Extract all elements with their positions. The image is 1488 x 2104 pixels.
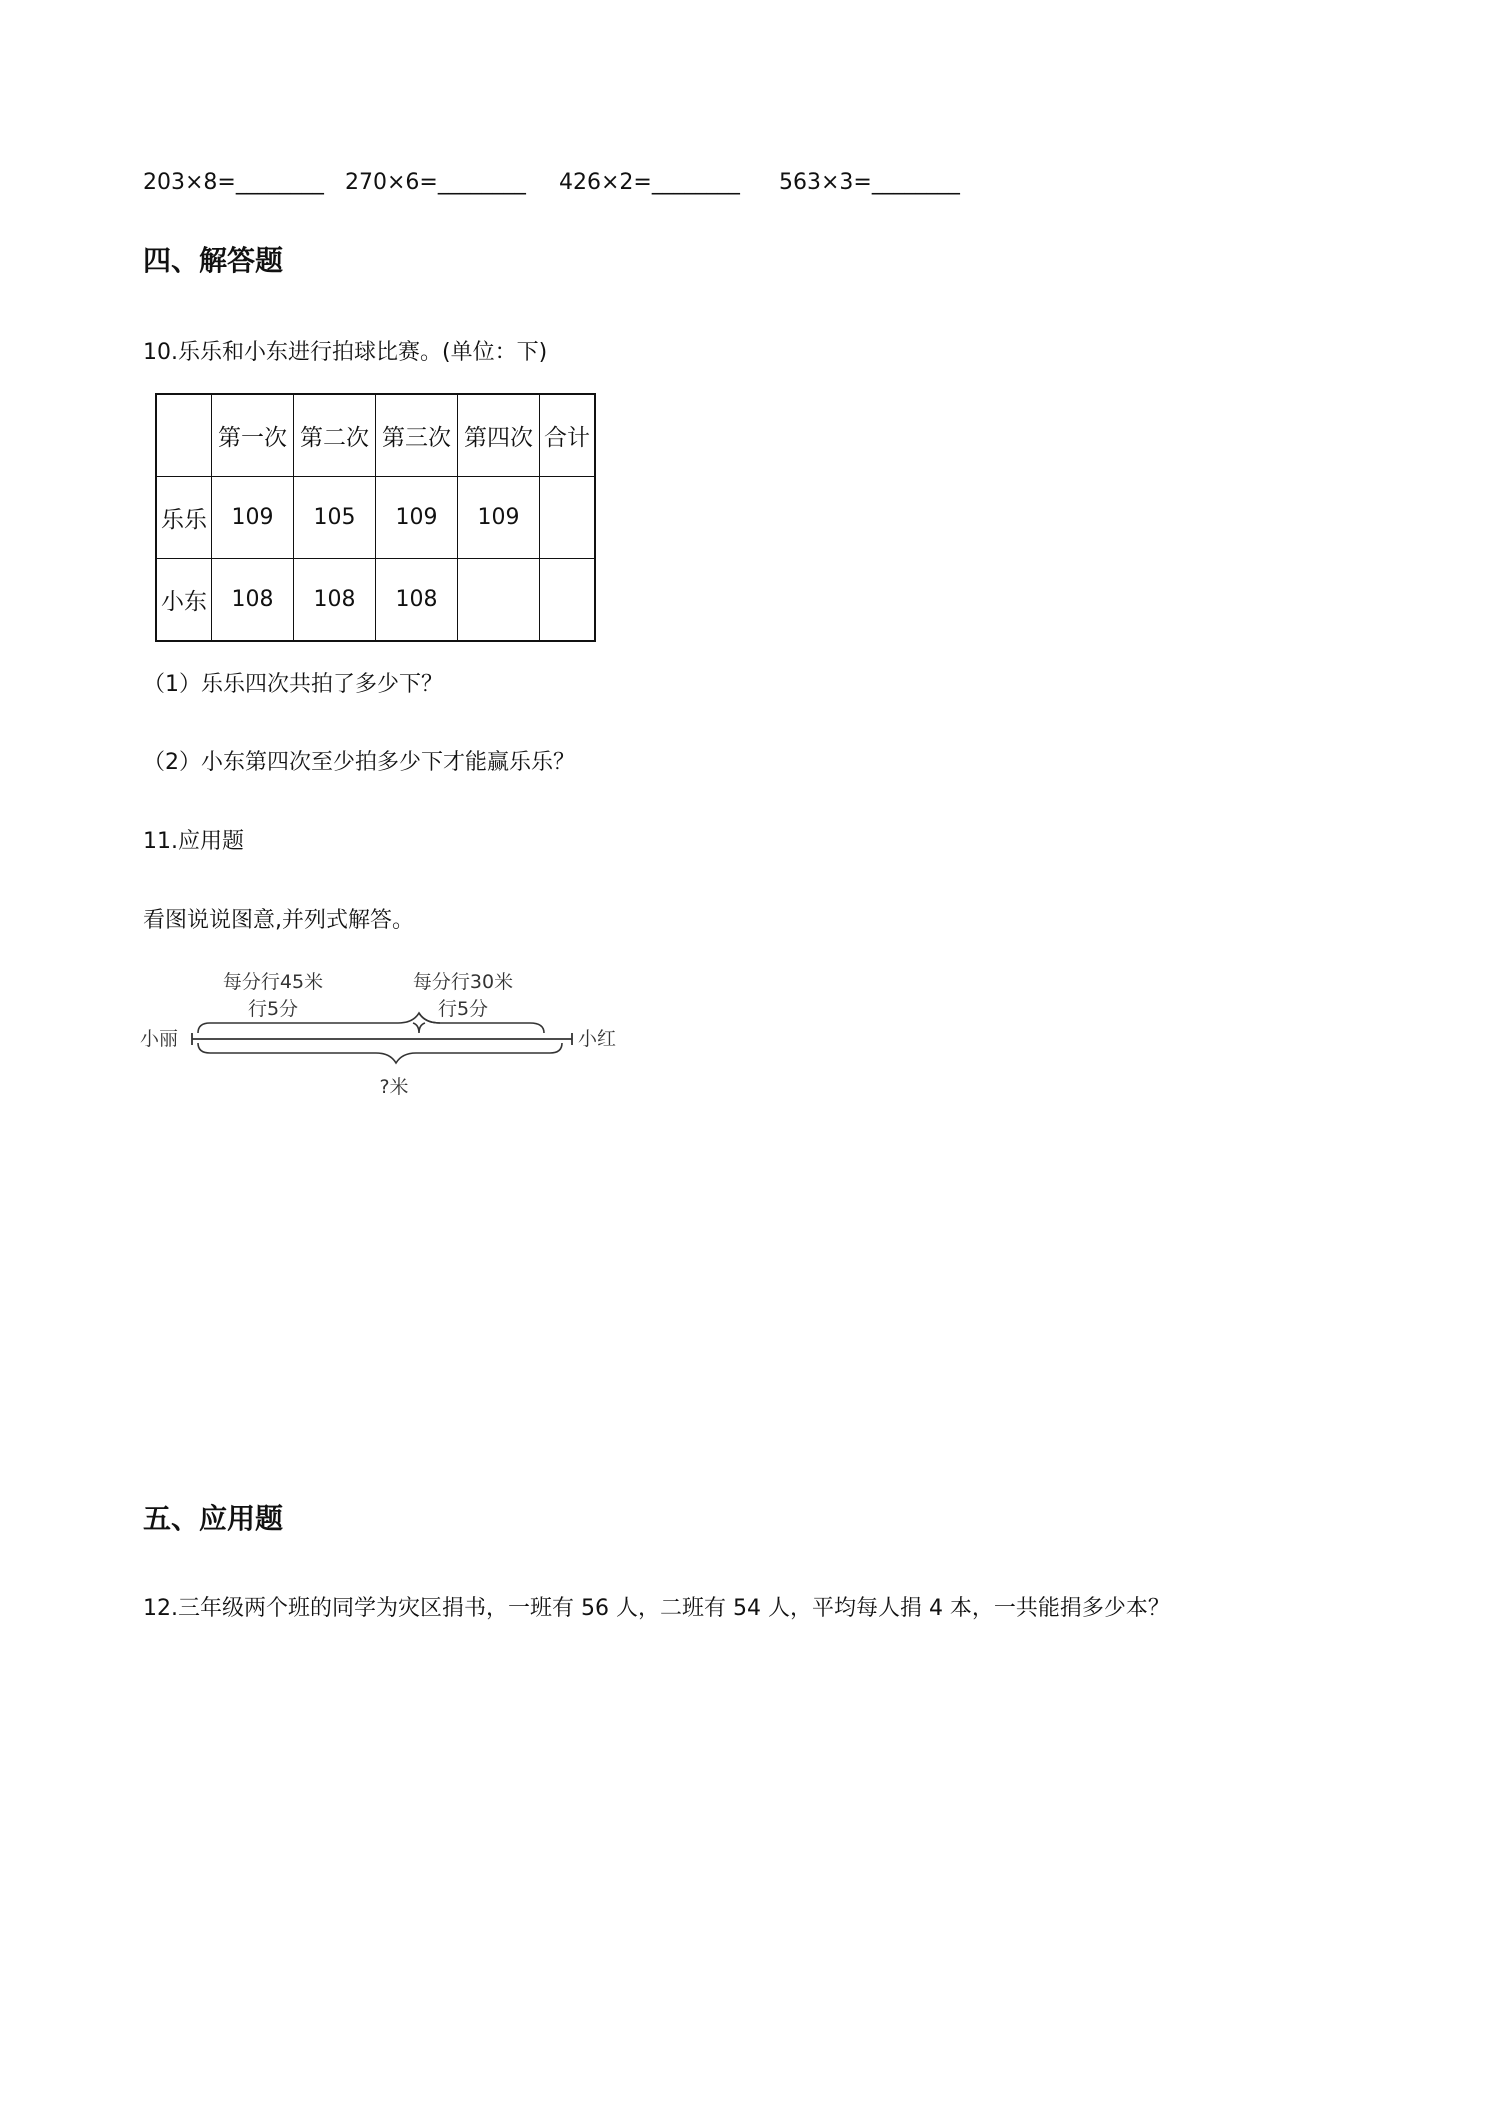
- question-11-instruction: 看图说说图意,并列式解答。: [143, 908, 414, 933]
- table-cell: 108: [376, 559, 458, 642]
- table-row-name: 小东: [156, 559, 212, 642]
- top-brace-join-icon: [419, 1013, 440, 1023]
- calc-item: 270×6=________: [345, 170, 526, 195]
- section-heading-5: 五、应用题: [143, 1502, 284, 1535]
- table-header-cell: 第二次: [294, 394, 376, 477]
- table-cell: 105: [294, 477, 376, 559]
- table-row: [156, 559, 595, 642]
- question-12-prompt: 12.三年级两个班的同学为灾区捐书，一班有 56 人，二班有 54 人，平均每人捐 4 本，一共能捐多少本？: [143, 1596, 1170, 1621]
- top-brace-left-icon: [198, 1013, 440, 1033]
- table-cell: [540, 559, 596, 642]
- table-cell: [458, 559, 540, 642]
- right-person-label: 小红: [578, 1028, 617, 1050]
- table-header-cell: 第四次: [458, 394, 540, 477]
- top-brace-center-icon: [413, 1023, 425, 1033]
- line-segment-diagram: [140, 965, 640, 1110]
- question-10-sub-2: （2）小东第四次至少拍多少下才能赢乐乐？: [143, 750, 575, 775]
- table-cell: [540, 477, 596, 559]
- bottom-brace-icon: [198, 1043, 562, 1063]
- table-cell: 109: [458, 477, 540, 559]
- segment-2-time-label: 行5分: [437, 998, 489, 1020]
- calc-item: 203×8=________: [143, 170, 324, 195]
- segment-1-rate-label: 每分行45米: [222, 971, 324, 993]
- table-header-cell: 第一次: [212, 394, 294, 477]
- question-10-sub-1: （1）乐乐四次共拍了多少下？: [143, 672, 443, 697]
- question-10-prompt: 10.乐乐和小东进行拍球比赛。(单位：下): [143, 340, 548, 365]
- segment-1-time-label: 行5分: [247, 998, 299, 1020]
- table-cell: 108: [212, 559, 294, 642]
- calc-item: 563×3=________: [779, 170, 960, 195]
- table-header-cell: 第三次: [376, 394, 458, 477]
- calc-item: 426×2=________: [559, 170, 740, 195]
- table-row: [156, 477, 595, 559]
- table-header-cell: 合计: [540, 394, 596, 477]
- segment-2-rate-label: 每分行30米: [412, 971, 514, 993]
- score-table: [155, 393, 596, 642]
- left-person-label: 小丽: [140, 1028, 179, 1050]
- table-header-row: [156, 394, 595, 477]
- section-heading-4: 四、解答题: [143, 244, 284, 277]
- table-cell: 109: [212, 477, 294, 559]
- table-row-name: 乐乐: [156, 477, 212, 559]
- top-brace-right-icon: [440, 1023, 544, 1033]
- table-cell: 109: [376, 477, 458, 559]
- total-distance-label: ?米: [379, 1076, 409, 1098]
- table-cell: 108: [294, 559, 376, 642]
- table-header-cell: [156, 394, 212, 477]
- question-11-title: 11.应用题: [143, 829, 244, 854]
